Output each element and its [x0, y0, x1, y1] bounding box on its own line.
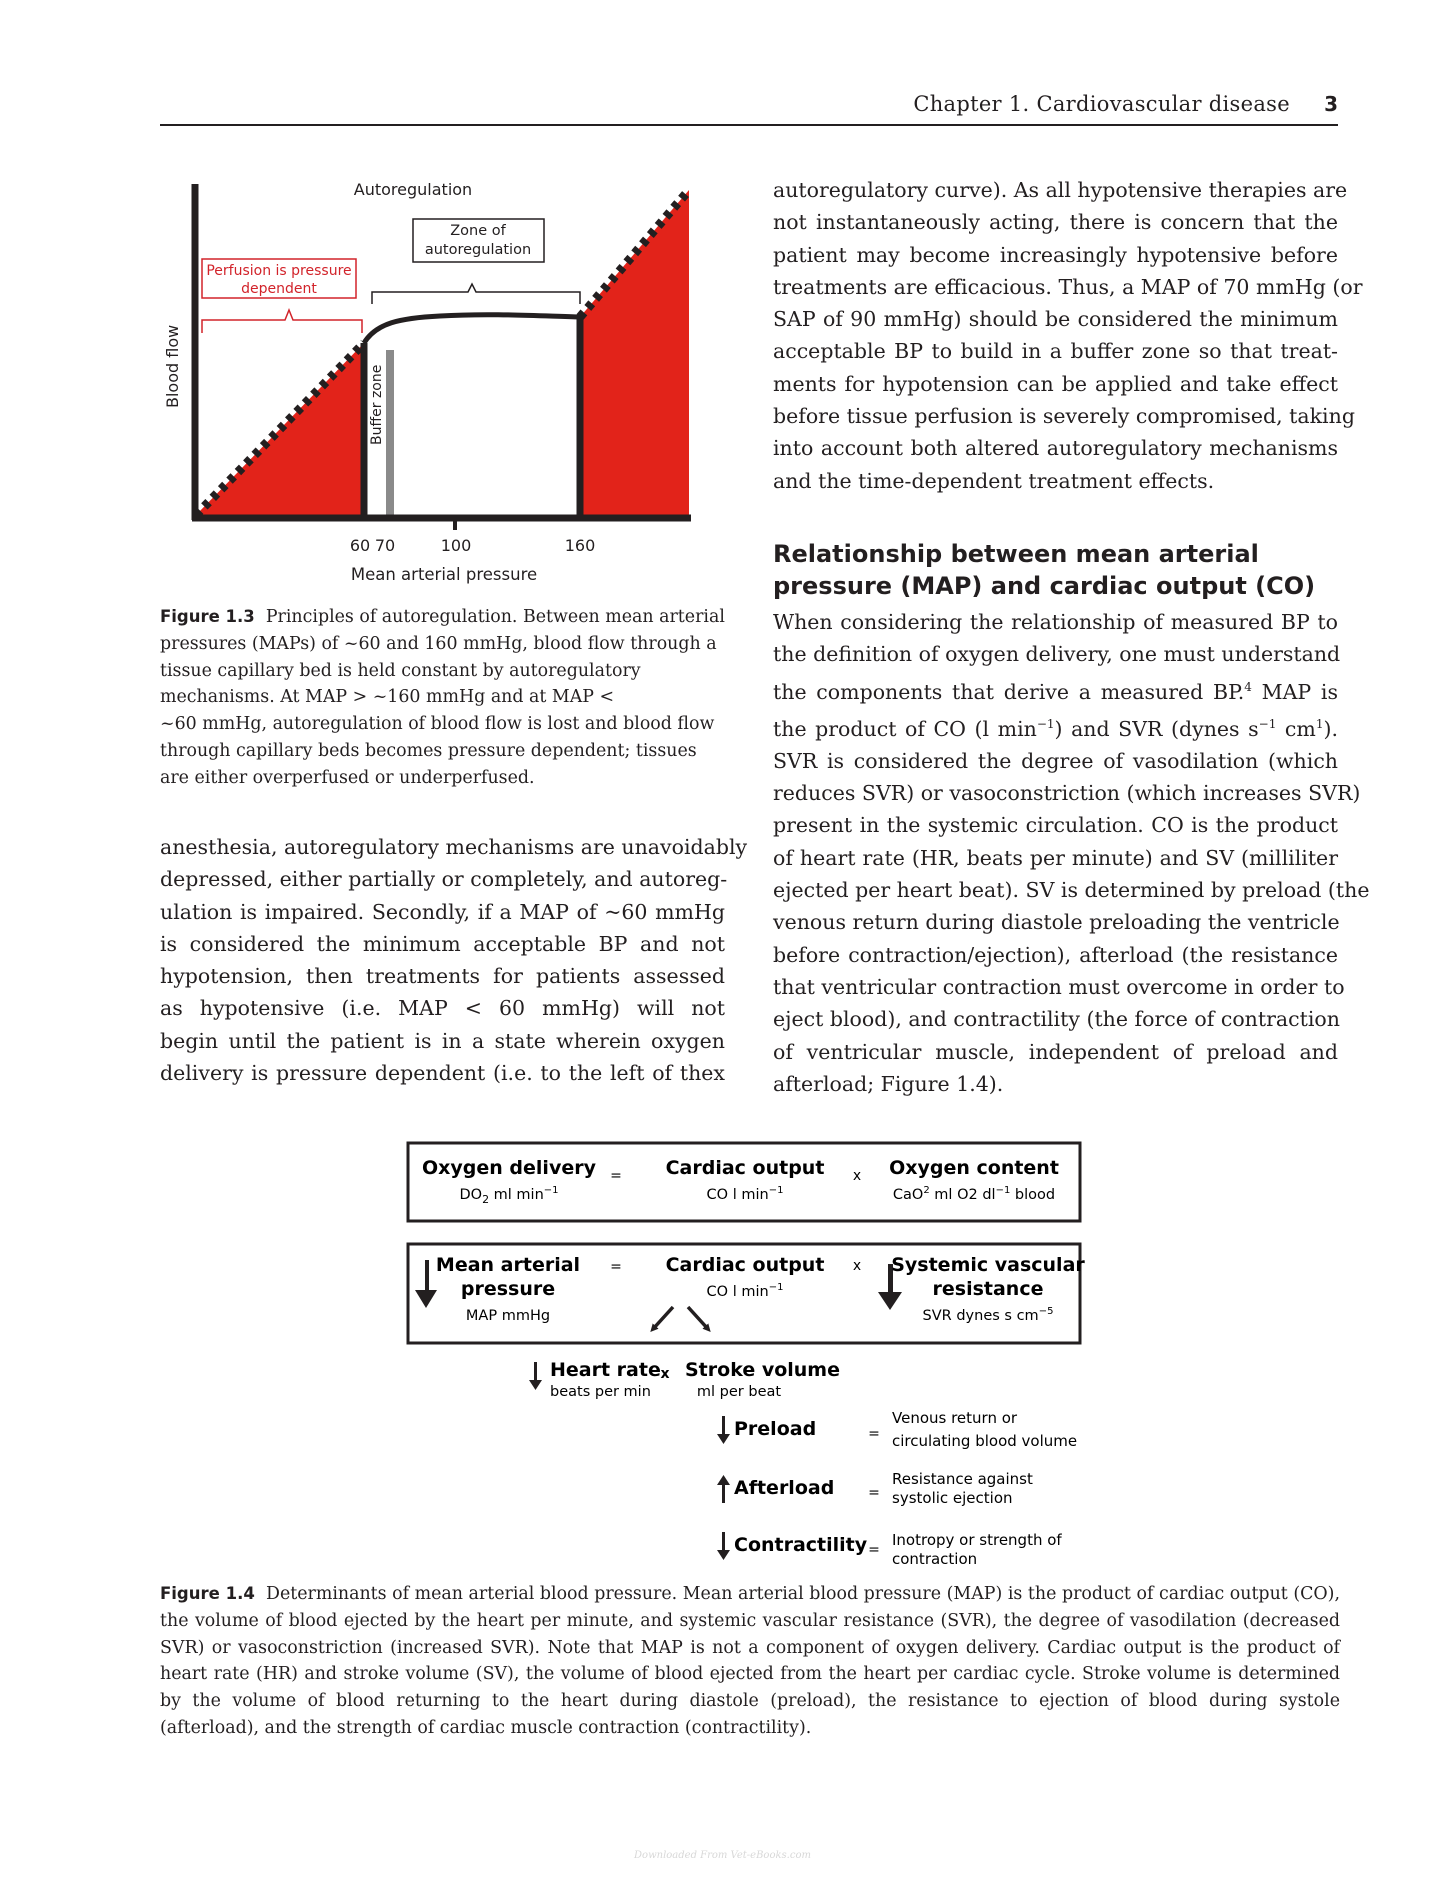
- paragraph-autoregulatory-curve: [773, 174, 1363, 497]
- equals-sign: =: [868, 1426, 880, 1442]
- chapter-title: Chapter 1. Cardiovascular disease: [913, 92, 1290, 116]
- buffer-zone-label: Buffer zone: [369, 364, 385, 445]
- equals-sign: =: [610, 1259, 622, 1275]
- stroke-volume-title: Stroke volume: [685, 1359, 840, 1381]
- text-line: patient may become increasingly hypotensive before: [773, 242, 1338, 267]
- cardiac-output-title-2: Cardiac output: [665, 1254, 825, 1276]
- caption-line: are either overperfused or underperfused.: [160, 767, 535, 788]
- running-header: [160, 90, 1338, 126]
- heading-line: Relationship between mean arterial: [773, 540, 1259, 568]
- map-title-line-2: pressure: [460, 1278, 556, 1300]
- tick-label-160: 160: [564, 536, 596, 555]
- text-line: begin until the patient is in a state wherein oxygen: [160, 1028, 725, 1053]
- text-line: [773, 671, 1338, 708]
- text-line: of ventricular muscle, independent of preload and: [773, 1039, 1338, 1064]
- superscript: 1: [1315, 716, 1324, 731]
- contractility-note-2: contraction: [892, 1550, 978, 1568]
- text-line: ulation is impaired. Secondly, if a MAP of ~60 mmHg: [160, 899, 725, 924]
- caption-line: by the volume of blood returning to the heart during diastole (preload), the resistance to ejection of blood during systole: [160, 1691, 1340, 1712]
- tick-label-70: 70: [374, 536, 396, 555]
- cardiac-output-title: Cardiac output: [665, 1157, 825, 1179]
- times-sign: x: [852, 1258, 862, 1274]
- section-heading: [773, 538, 1338, 602]
- text-line: is considered the minimum acceptable BP and not: [160, 931, 725, 956]
- afterload-note-2: systolic ejection: [892, 1489, 1013, 1507]
- paragraph-anesthesia: [160, 831, 748, 1089]
- text-line: of heart rate (HR, beats per minute) and SV (milliliter: [773, 845, 1338, 870]
- preload-note-2: circulating blood volume: [892, 1432, 1078, 1450]
- text-line: treatments are efficacious. Thus, a MAP of 70 mmHg (or: [773, 274, 1363, 299]
- text-run: ).: [1323, 716, 1338, 741]
- watermark: Downloaded From Vet-eBooks.com: [634, 1850, 811, 1861]
- text-line: autoregulatory curve). As all hypotensive therapies are: [773, 178, 1348, 202]
- down-arrow-small-icon: [529, 1362, 542, 1390]
- equals-sign: =: [610, 1168, 622, 1184]
- oxygen-content-title: Oxygen content: [889, 1157, 1059, 1179]
- up-arrow-small-icon: [717, 1475, 730, 1503]
- cardiac-output-unit-2: CO l $\min^{-1}$: [706, 1282, 784, 1300]
- oxygen-delivery-title: Oxygen delivery: [422, 1157, 596, 1179]
- text-line: into account both altered autoregulatory mechanisms: [773, 436, 1338, 461]
- caption-line: heart rate (HR) and stroke volume (SV), the volume of blood ejected from the heart per cardiac cycle. Stroke volume is determined: [160, 1664, 1340, 1685]
- text-line: SVR is considered the degree of vasodilation (which: [773, 748, 1338, 773]
- text-line: afterload; Figure 1.4).: [773, 1071, 1004, 1096]
- figure-autoregulation: [150, 168, 720, 598]
- text-run: the product of CO (l min: [773, 716, 1037, 741]
- text-line: that ventricular contraction must overcome in order to: [773, 974, 1345, 999]
- text-line: eject blood), and contractility (the force of contraction: [773, 1007, 1340, 1032]
- y-axis-label: Blood flow: [163, 324, 182, 408]
- cardiac-output-unit: CO l $\min^{-1}$: [706, 1185, 784, 1203]
- x-axis-label: Mean arterial pressure: [350, 565, 538, 584]
- map-unit: MAP mmHg: [465, 1308, 551, 1324]
- text-line: When considering the relationship of measured BP to: [773, 610, 1338, 634]
- down-arrow-small-icon: [717, 1416, 730, 1444]
- citation-superscript: 4: [1244, 679, 1252, 694]
- text-line: ments for hypotension can be applied and take effect: [773, 371, 1338, 396]
- text-line: hypotension, then treatments for patients assessed: [160, 964, 725, 989]
- arrow-to-heart-rate: [653, 1307, 673, 1329]
- text-run: cm: [1276, 716, 1316, 741]
- preload-note-1: Venous return or: [892, 1409, 1018, 1427]
- text-line: ejected per heart beat). SV is determined by preload (the: [773, 878, 1370, 903]
- text-line: before contraction/ejection), afterload (the resistance: [773, 942, 1338, 967]
- zone-brace: [372, 284, 580, 304]
- text-line: anesthesia, autoregulatory mechanisms are unavoidably: [160, 835, 748, 859]
- caption-line: (afterload), and the strength of cardiac muscle contraction (contractility).: [160, 1717, 812, 1738]
- times-sign: x: [660, 1366, 670, 1382]
- down-arrow-icon: [415, 1260, 437, 1308]
- caption-line: SVR) or vasoconstriction (increased SVR). Note that MAP is not a component of oxygen delivery. Cardiac output is the product of: [160, 1637, 1340, 1658]
- figure-1-3-caption: [160, 604, 730, 792]
- arrow-to-stroke-volume: [688, 1307, 708, 1329]
- times-sign: x: [852, 1168, 862, 1184]
- perfusion-label-1: Perfusion is pressure: [206, 263, 352, 279]
- afterload-label: Afterload: [734, 1477, 835, 1499]
- caption-line: the volume of blood ejected by the heart per minute, and systemic vascular resistance (SVR), the degree of vasodilation (decreased: [160, 1610, 1340, 1631]
- svr-title-line-1: Systemic vascular: [891, 1254, 1085, 1276]
- text-line: reduces SVR) or vasoconstriction (which increases SVR): [773, 781, 1361, 806]
- down-arrow-small-icon: [717, 1532, 730, 1560]
- tick-label-60: 60: [349, 536, 371, 555]
- autoregulation-curve: [364, 315, 580, 343]
- equals-sign: =: [868, 1485, 880, 1501]
- text-line: and the time-dependent treatment effects.: [773, 468, 1215, 493]
- figure-map-determinants: [405, 1140, 1085, 1570]
- preload-label: Preload: [734, 1418, 817, 1440]
- oxygen-content-unit: CaO$^2$ ml O2 $dl^{-1}$ blood: [892, 1185, 1056, 1203]
- caption-text: Determinants of mean arterial blood pressure. Mean arterial blood pressure (MAP) is the product of cardiac output (CO),: [266, 1584, 1340, 1604]
- contractility-note-1: Inotropy or strength of: [892, 1531, 1062, 1549]
- perfusion-label-2: dependent: [241, 281, 317, 297]
- text-line: [773, 708, 1338, 745]
- equals-sign: =: [868, 1542, 880, 1558]
- text-line: not instantaneously acting, there is concern that the: [773, 210, 1338, 235]
- text-line: venous return during diastole preloading the ventricle: [773, 910, 1340, 935]
- svr-unit: SVR dynes s $cm^{-5}$: [922, 1306, 1054, 1324]
- text-run: ) and SVR (dynes s: [1054, 716, 1259, 741]
- caption-line: pressures (MAPs) of ~60 and 160 mmHg, blood flow through a: [160, 633, 717, 654]
- contractility-label: Contractility: [734, 1534, 868, 1556]
- caption-line: tissue capillary bed is held constant by autoregulatory: [160, 660, 641, 681]
- text-run: the components that derive a measured BP.: [773, 679, 1245, 704]
- perfusion-brace: [202, 310, 362, 333]
- svr-title-line-2: resistance: [932, 1278, 1044, 1300]
- overperfusion-region: [580, 190, 689, 515]
- text-line: SAP of 90 mmHg) should be considered the minimum: [773, 307, 1338, 332]
- zone-label-2: autoregulation: [424, 242, 532, 258]
- caption-line: mechanisms. At MAP > ~160 mmHg and at MAP <: [160, 687, 615, 708]
- caption-label: Figure 1.3: [160, 607, 255, 626]
- text-line: before tissue perfusion is severely compromised, taking: [773, 404, 1355, 429]
- caption-line: Principles of autoregulation. Between mean arterial: [265, 607, 725, 627]
- paragraph-map-co: [773, 606, 1370, 1100]
- zone-label-1: Zone of: [450, 223, 506, 239]
- caption-line: [160, 1581, 1340, 1608]
- caption-line: ~60 mmHg, autoregulation of blood flow is lost and blood flow: [160, 714, 715, 735]
- superscript: −1: [1036, 716, 1055, 731]
- page-number: 3: [1324, 92, 1338, 116]
- caption-label: Figure 1.4: [160, 1584, 255, 1603]
- stroke-volume-unit: ml per beat: [696, 1384, 782, 1400]
- text-line: acceptable BP to build in a buffer zone so that treat-: [773, 339, 1338, 364]
- heading-line: pressure (MAP) and cardiac output (CO): [773, 572, 1316, 600]
- text-line: delivery is pressure dependent (i.e. to the left of thex: [160, 1061, 725, 1086]
- text-line: the definition of oxygen delivery, one must understand: [773, 642, 1341, 667]
- map-title-line-1: Mean arterial: [435, 1254, 581, 1276]
- heart-rate-unit: beats per min: [550, 1384, 651, 1400]
- heart-rate-title: Heart rate: [550, 1359, 661, 1381]
- caption-line: through capillary beds becomes pressure dependent; tissues: [160, 740, 697, 761]
- afterload-note-1: Resistance against: [892, 1470, 1033, 1488]
- text-line: as hypotensive (i.e. MAP < 60 mmHg) will not: [160, 996, 725, 1021]
- text-line: depressed, either partially or completely, and autoreg-: [160, 867, 728, 892]
- figure-title: Autoregulation: [353, 180, 473, 199]
- text-line: present in the systemic circulation. CO is the product: [773, 813, 1338, 838]
- oxygen-delivery-unit: $DO_2$ ml $\min^{-1}$: [459, 1185, 559, 1206]
- text-run: MAP is: [1251, 679, 1339, 704]
- figure-1-4-caption: [160, 1581, 1340, 1742]
- tick-label-100: 100: [440, 536, 472, 555]
- superscript: −1: [1258, 716, 1277, 731]
- oxygen-delivery-box: [408, 1143, 1080, 1221]
